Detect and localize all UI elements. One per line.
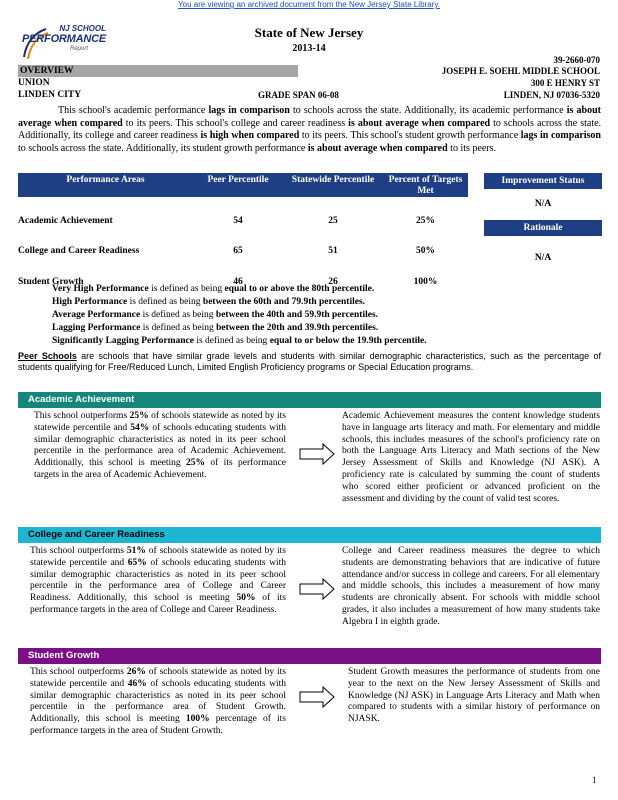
definition-item: Very High Performance is defined as being equal to or above the 80th percentile. xyxy=(52,284,375,294)
rationale-value: N/A xyxy=(534,253,552,263)
logo-line-3: Report xyxy=(69,46,88,52)
row-area: Student Growth xyxy=(18,276,84,287)
overview-bar: OVERVIEW xyxy=(18,65,298,77)
academic-right-text: Academic Achievement measures the content knowledge students have in language arts literacy and math. For elementary and middle schools, this includes measures of the school's proficiency rate on both the Language Arts Literacy and Math sections of the New Jersey Assessment of Skills and Knowledge (NJ ASK). A proficiency rate is calculated by summing the count of students who scored either proficient or advanced proficient on the assessment and dividing by the count of valid test scores. xyxy=(342,411,600,504)
improvement-status-header: Improvement Status xyxy=(484,173,602,189)
row-peer: 46 xyxy=(233,276,243,287)
table-row xyxy=(18,227,468,257)
performance-summary: This school's academic performance lags in comparison to schools across the state. Additionally, its academic performance is about average when compared to its peers. This school's college and career readiness is about average when compared to schools across the state. Additionally, its college and career readiness is high when compared to its peers. This school's student growth performance lags in comparison to schools across the state. Additionally, its student growth performance is about average when compared to its peers. xyxy=(18,105,602,154)
definition-item: Significantly Lagging Performance is defined as being equal to or below the 19.9th percentile. xyxy=(52,336,427,346)
college-left-text: This school outperforms 51% of schools statewide as noted by its statewide percentile and 65% of schools educating students with similar demographic characteristics as noted in its peer school percentile in the performance area of College and Career Readiness. Additionally, this school is meeting 50% of its performance targets in the area of College and Career Readiness. xyxy=(30,546,286,615)
growth-left-text: This school outperforms 26% of schools statewide as noted by its statewide percentile and 46% of schools educating students with similar demographic characteristics as noted in its peer school percentile in the performance area of Student Growth. Additionally, this school is meeting 100% percentage of its performance targets in the area of Student Growth. xyxy=(30,667,286,736)
county-name: UNION xyxy=(18,78,50,88)
school-street: 300 E HENRY ST xyxy=(530,78,600,88)
growth-right-text: Student Growth measures the performance of students from one year to the next on the New Jersey Assessment of Skills and Knowledge (NJ ASK) in Language Arts Literacy and Math when compared to students with a similar history of performance on NJASK. xyxy=(348,667,600,725)
college-right-text: College and Career readiness measures the degree to which students are demonstrating behaviors that are indicative of future attendance and/or success in college and careers. For all elementary and middle schools, this includes a measurement of how many students are chronically absent. For schools with middle school grades, it also includes a measurement of how many students take Algebra I in eighth grade. xyxy=(342,546,600,627)
definition-item: High Performance is defined as being between the 60th and 79.9th percentiles. xyxy=(52,297,366,307)
arrow-right-icon xyxy=(299,443,335,465)
school-city: LINDEN, NJ 07036-5320 xyxy=(503,90,600,100)
school-code: 39-2660-070 xyxy=(553,55,600,65)
peer-schools-note: Peer Schools are schools that have similar grade levels and students with similar demographic characteristics, such as the percentage of students qualifying for Free/Reduced Lunch, Limited English Proficiency programs or Special Education programs. xyxy=(18,351,601,372)
row-peer: 54 xyxy=(233,215,243,226)
row-targets: 50% xyxy=(416,245,435,256)
performance-table xyxy=(18,173,468,288)
section-growth-header: Student Growth xyxy=(18,648,601,664)
row-targets: 100% xyxy=(413,276,438,287)
grade-span: GRADE SPAN 06-08 xyxy=(258,90,339,100)
row-statewide: 51 xyxy=(328,245,338,256)
academic-left-text: This school outperforms 25% of schools statewide as noted by its statewide percentile and 54% of schools educating students with similar demographic characteristics as noted in its peer school percentile in the performance area of Academic Achievement. Additionally, this school is meeting 25% of its performance targets in the area of Academic Achievement. xyxy=(34,411,287,480)
archive-notice-link[interactable]: You are viewing an archived document from the New Jersey State Library. xyxy=(178,0,440,9)
improvement-status-value: N/A xyxy=(534,199,552,209)
report-year: 2013-14 xyxy=(292,43,326,54)
row-peer: 65 xyxy=(233,245,243,256)
col-targets-met: Percent of Targets Met xyxy=(383,173,468,197)
arrow-right-icon xyxy=(299,686,335,708)
logo-line-2: PERFORMANCE xyxy=(22,33,106,45)
section-college-header: College and Career Readiness xyxy=(18,527,601,543)
definition-item: Average Performance is defined as being between the 40th and 59.9th percentiles. xyxy=(52,310,379,320)
row-targets: 25% xyxy=(416,215,435,226)
state-title: State of New Jersey xyxy=(254,25,364,40)
row-area: College and Career Readiness xyxy=(18,245,140,256)
table-row xyxy=(18,197,468,227)
district-name: LINDEN CITY xyxy=(18,90,82,100)
arrow-right-icon xyxy=(299,578,335,600)
logo-line-1: NJ SCHOOL xyxy=(59,24,106,33)
row-statewide: 26 xyxy=(328,276,338,287)
col-statewide-percentile: Statewide Percentile xyxy=(283,173,383,197)
rationale-header: Rationale xyxy=(484,220,602,236)
performance-definitions xyxy=(52,283,427,348)
row-statewide: 25 xyxy=(328,215,338,226)
page-number: 1 xyxy=(592,775,597,785)
school-name: JOSEPH E. SOEHL MIDDLE SCHOOL xyxy=(441,66,600,76)
col-performance-areas: Performance Areas xyxy=(18,173,193,197)
definition-item: Lagging Performance is defined as being between the 20th and 39.9th percentiles. xyxy=(52,323,379,333)
table-header-row xyxy=(18,173,468,197)
section-academic-header: Academic Achievement xyxy=(18,392,601,408)
row-area: Academic Achievement xyxy=(18,215,113,226)
col-peer-percentile: Peer Percentile xyxy=(193,173,283,197)
